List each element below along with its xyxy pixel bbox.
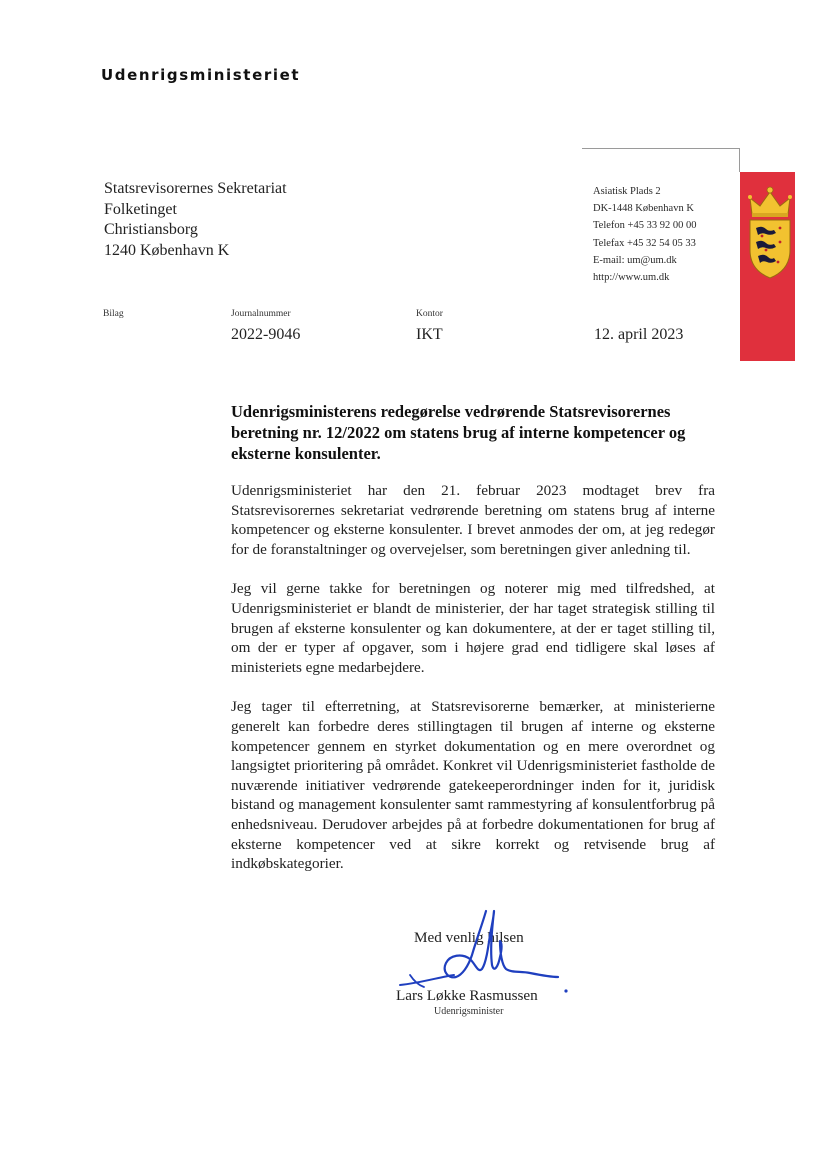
recipient-line: Statsrevisorernes Sekretariat: [104, 180, 287, 197]
letterhead-ministry-name: Udenrigsministeriet: [101, 66, 301, 84]
closing-greeting: Med venlig hilsen: [414, 929, 524, 946]
signer-title: Udenrigsminister: [434, 1006, 504, 1017]
sender-line: DK-1448 København K: [593, 203, 694, 215]
sender-address: [593, 183, 696, 286]
recipient-line: Christiansborg: [104, 221, 198, 238]
journal-number-label: Journalnummer: [231, 309, 291, 319]
letter-date: 12. april 2023: [594, 326, 684, 343]
sender-line: E-mail: um@um.dk: [593, 254, 677, 266]
letter-subject-heading: Udenrigsministerens redegørelse vedrørende Statsrevisorernes beretning nr. 12/2022 om statens brug af interne kompetencer og eksterne konsulenter.: [231, 402, 686, 463]
letter-body: [231, 481, 715, 894]
recipient-line: Folketinget: [104, 200, 177, 218]
journal-number-value: 2022-9046: [231, 326, 301, 343]
sender-divider-vertical: [739, 148, 740, 172]
royal-crest-icon: [746, 184, 794, 282]
sender-divider: [582, 148, 740, 149]
handwritten-signature: [390, 905, 580, 997]
sender-line: http://www.um.dk: [593, 272, 670, 284]
office-label: Kontor: [416, 309, 443, 319]
body-paragraph: Jeg tager til efterretning, at Statsrevisorerne bemærker, at ministerierne generelt kan forbedre deres stillingtagen til brugen af interne og eksterne kompetencer gennem en styrket dokumentation og en mere overordnet og langsigtet prioritering på området. Konkret vil Udenrigsministeriet fastholde de nuværende initiativer vedrørende gatekeeperordninger inden for it, juridisk bistand og management konsulenter samt rammestyring af konsulentforbrug på enhedsniveau. Derudover arbejdes på at forbedre dokumentationen for brug af eksterne kompetencer ved at sikre korrekt og retvisende brug af indkøbskategorier.: [231, 698, 715, 873]
signer-name: Lars Løkke Rasmussen: [396, 987, 538, 1004]
bilag-label: Bilag: [103, 309, 124, 319]
recipient-address: [104, 179, 287, 261]
sender-line: Telefon +45 33 92 00 00: [593, 220, 697, 232]
sender-line: Telefax +45 32 54 05 33: [593, 237, 696, 249]
sender-line: Asiatisk Plads 2: [593, 186, 661, 197]
office-value: IKT: [416, 326, 443, 343]
body-paragraph: Jeg vil gerne takke for beretningen og noterer mig med tilfredshed, at Udenrigsministeriet er blandt de ministerier, der har taget strategisk stilling til brugen af eksterne konsulenter og kan dokumentere, at der er taget stilling til, om der er typer af opgaver, som i højere grad end tidligere skal løses af ministeriets egne medarbejdere.: [231, 580, 715, 676]
body-paragraph: Udenrigsministeriet har den 21. februar 2023 modtaget brev fra Statsrevisorernes sekretariat vedrørende beretning om statens brug af interne kompetencer og eksterne konsulenter. I brevet anmodes der om, at jeg redegør for de foranstaltninger og overvejelser, som beretningen giver anledning til.: [231, 482, 715, 558]
recipient-line: 1240 København K: [104, 241, 230, 259]
